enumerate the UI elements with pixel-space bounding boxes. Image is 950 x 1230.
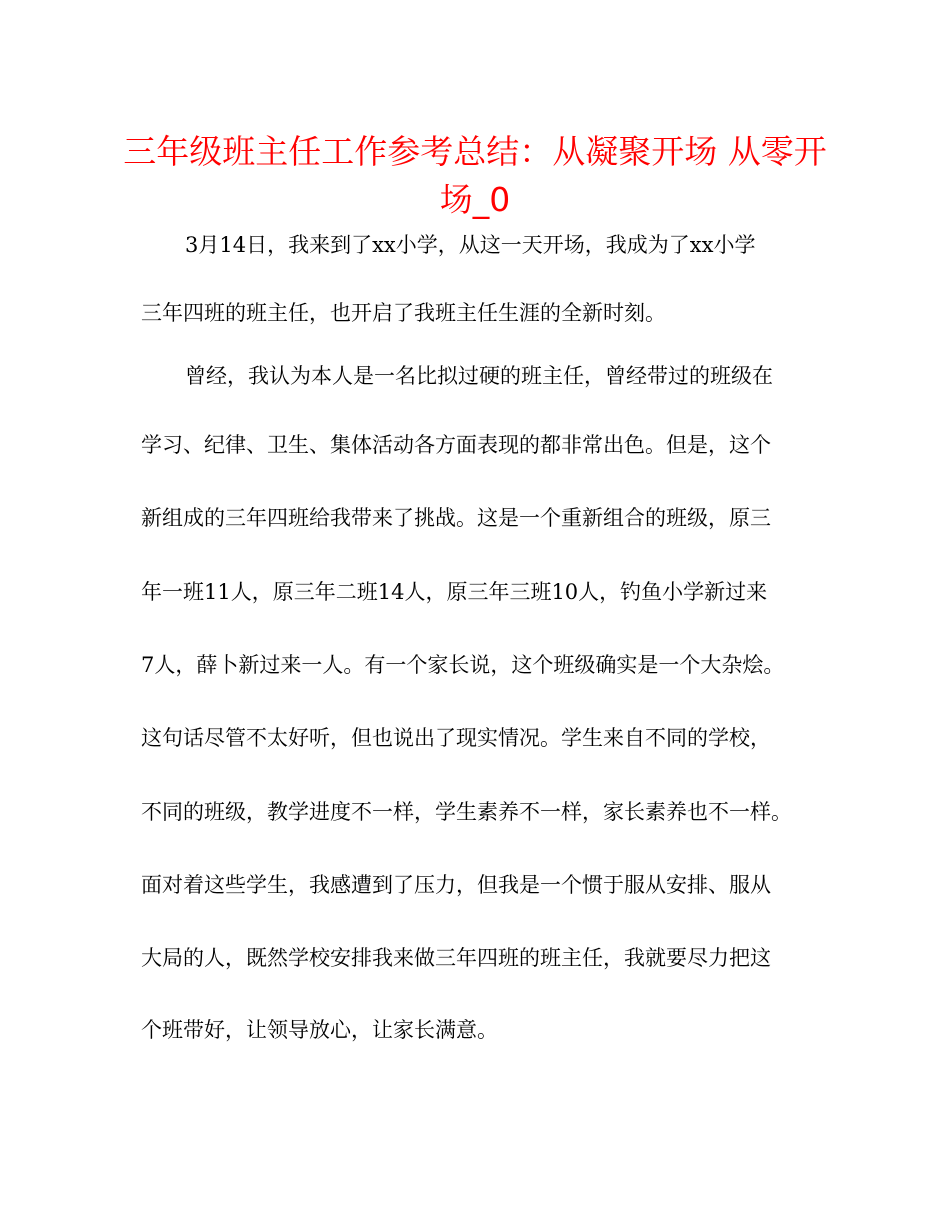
paragraph-line: 不同的班级，教学进度不一样，学生素养不一样，家长素养也不一样。: [141, 800, 792, 824]
paragraph-line: 大局的人，既然学校安排我来做三年四班的班主任，我就要尽力把这: [141, 946, 771, 970]
paragraph-line: 面对着这些学生，我感遭到了压力，但我是一个惯于服从安排、服从: [141, 873, 771, 897]
paragraph-line: 这句话尽管不太好听，但也说出了现实情况。学生来自不同的学校，: [141, 726, 771, 750]
paragraph-line: 个班带好，让领导放心，让家长满意。: [141, 1018, 498, 1042]
document-title: 三年级班主任工作参考总结：从凝聚开场 从零开场_0: [123, 132, 827, 219]
paragraph-line: 新组成的三年四班给我带来了挑战。这是一个重新组合的班级，原三: [141, 506, 771, 530]
paragraph-line: 学习、纪律、卫生、集体活动各方面表现的都非常出色。但是，这个: [141, 433, 771, 457]
paragraph-line: 7人，薛卜新过来一人。有一个家长说，这个班级确实是一个大杂烩。: [141, 653, 785, 677]
paragraph-line: 曾经，我认为本人是一名比拟过硬的班主任，曾经带过的班级在: [185, 364, 773, 388]
paragraph-line: 三年四班的班主任，也开启了我班主任生涯的全新时刻。: [141, 301, 666, 325]
paragraph-line: 年一班11人，原三年二班14人，原三年三班10人，钓鱼小学新过来: [141, 580, 768, 604]
paragraph-line: 3月14日，我来到了xx小学，从这一天开场，我成为了xx小学: [185, 233, 756, 257]
